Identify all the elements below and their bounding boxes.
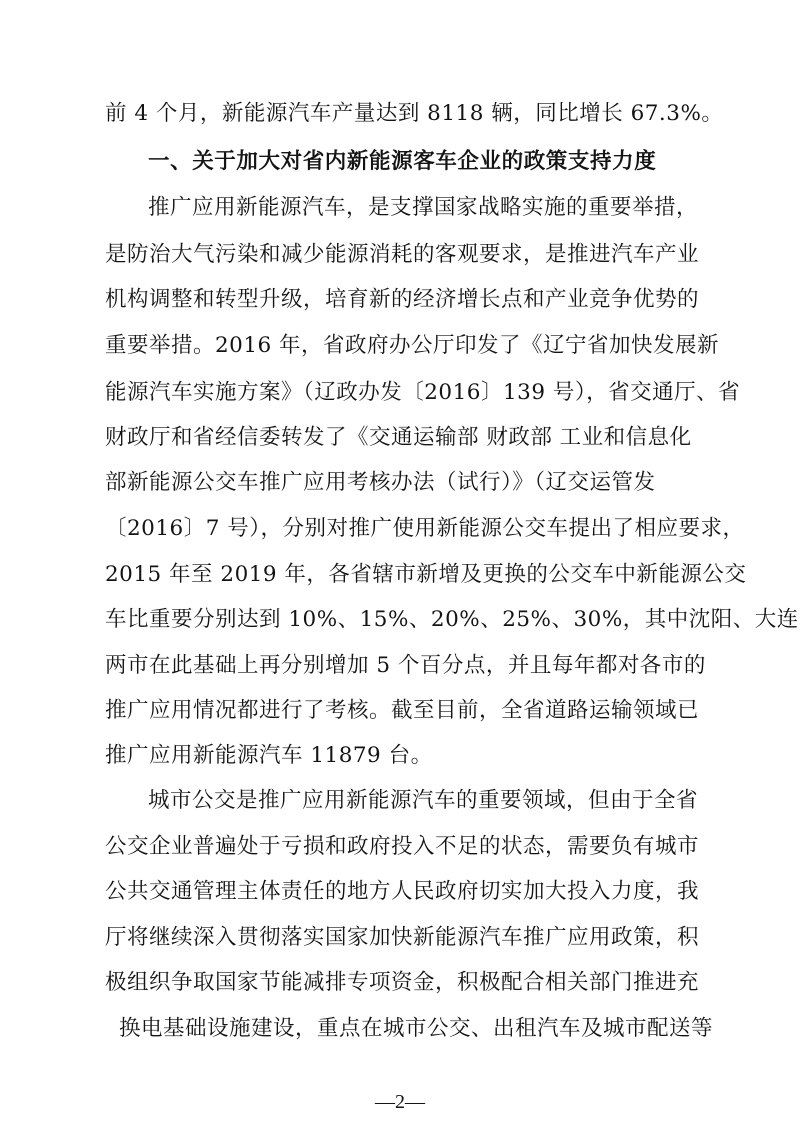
text-line: 公交企业普遍处于亏损和政府投入不足的状态，需要负有城市 <box>105 834 700 859</box>
text-line: 财政厅和省经信委转发了《交通运输部 财政部 工业和信息化 <box>105 425 692 450</box>
text-line: 能源汽车实施方案》（辽政办发〔2016〕139 号），省交通厅、省 <box>105 380 741 405</box>
text-line: 公共交通管理主体责任的地方人民政府切实加大投入力度，我 <box>105 879 700 904</box>
text-line: 是防治大气污染和减少能源消耗的客观要求，是推进汽车产业 <box>105 242 700 267</box>
paragraph-first-line: 推广应用新能源汽车，是支撑国家战略实施的重要举措， <box>148 195 699 220</box>
section-heading: 一、关于加大对省内新能源客车企业的政策支持力度 <box>148 149 657 174</box>
text-line: 推广应用情况都进行了考核。截至目前，全省道路运输领域已 <box>105 698 700 723</box>
text-line: 机构调整和转型升级，培育新的经济增长点和产业竞争优势的 <box>105 287 700 312</box>
text-line: 〔2016〕7 号），分别对推广使用新能源公交车提出了相应要求， <box>105 516 745 541</box>
text-line: 厅将继续深入贯彻落实国家加快新能源汽车推广应用政策，积 <box>105 925 700 950</box>
paragraph-first-line: 城市公交是推广应用新能源汽车的重要领域，但由于全省 <box>148 788 699 813</box>
text-line: 推广应用新能源汽车 11879 台。 <box>105 743 433 768</box>
text-line: 前 4 个月，新能源汽车产量达到 8118 辆，同比增长 67.3%。 <box>105 101 724 126</box>
text-line: 极组织争取国家节能减排专项资金，积极配合相关部门推进充 <box>105 970 700 995</box>
text-line: 车比重要分别达到 10%、15%、20%、25%、30%，其中沈阳、大连 <box>105 607 799 632</box>
text-line: 2015 年至 2019 年，各省辖市新增及更换的公交车中新能源公交 <box>105 562 747 587</box>
text-line: 部新能源公交车推广应用考核办法（试行）》（辽交运管发 <box>105 470 656 495</box>
text-line: 换电基础设施建设，重点在城市公交、出租汽车及城市配送等 <box>119 1016 714 1041</box>
text-line: 两市在此基础上再分别增加 5 个百分点，并且每年都对各市的 <box>105 653 706 678</box>
text-line: 重要举措。2016 年，省政府办公厅印发了《辽宁省加快发展新 <box>105 333 720 358</box>
page-number: —2— <box>375 1091 425 1113</box>
